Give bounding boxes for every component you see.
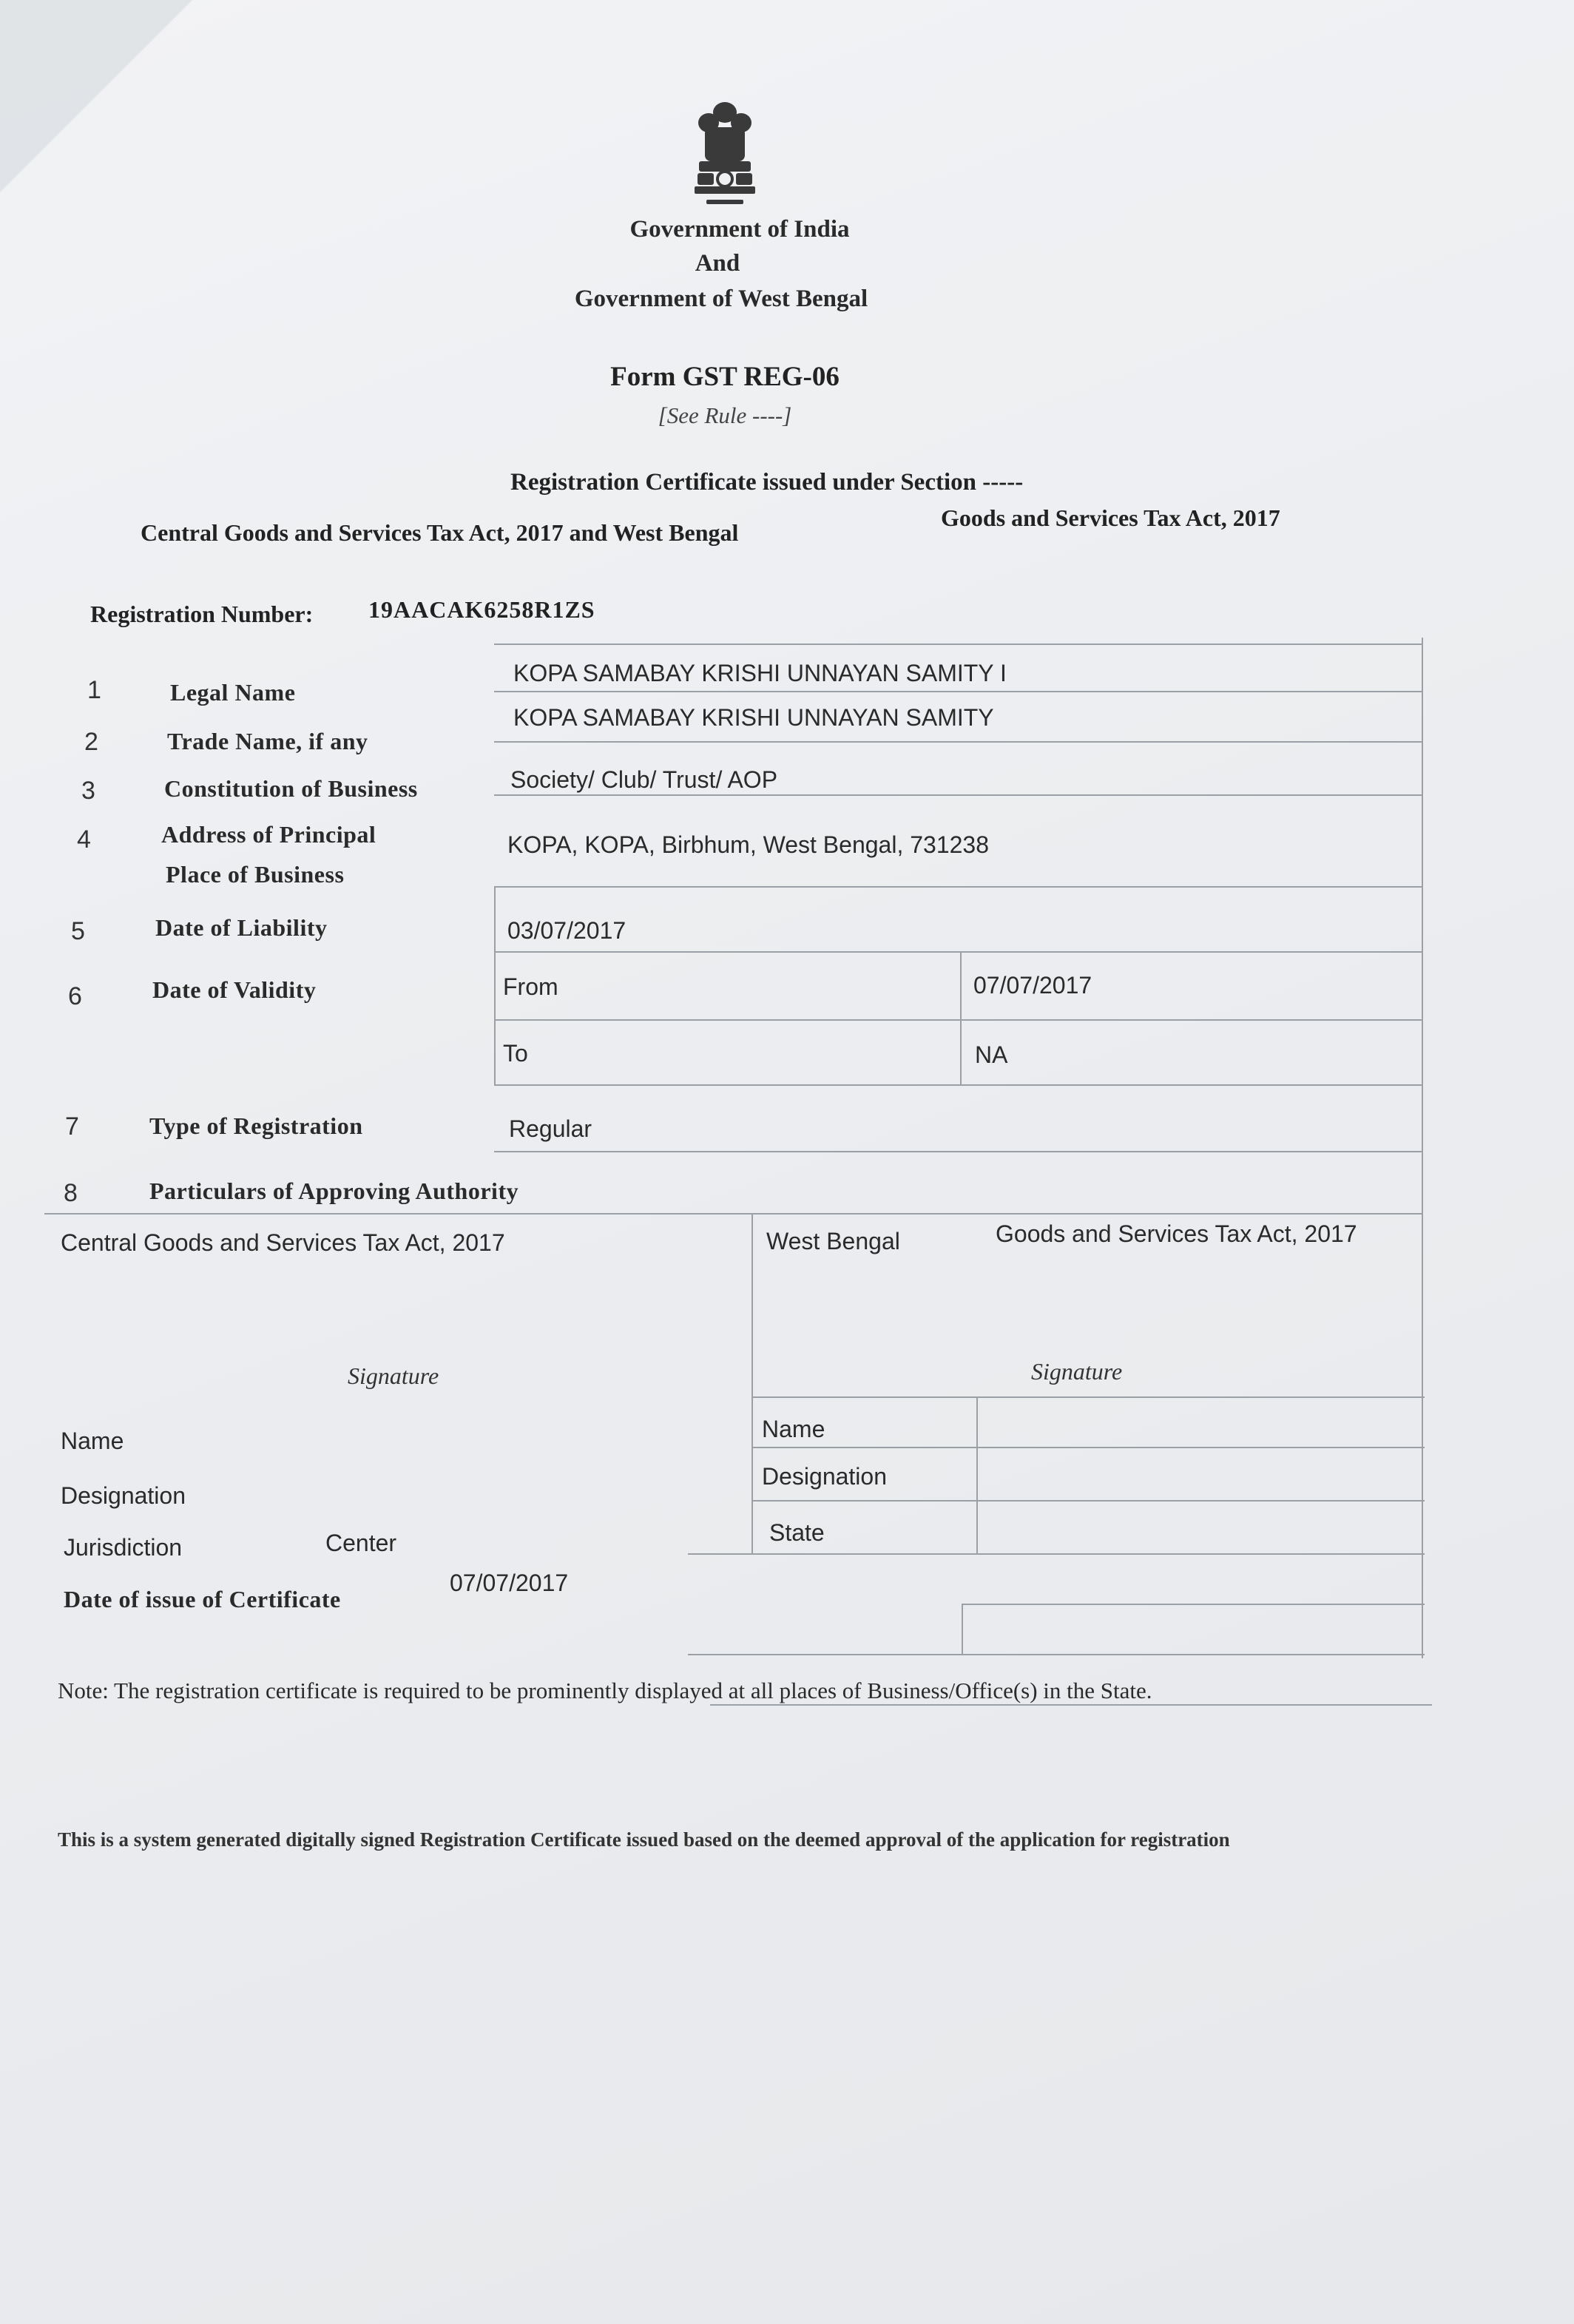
registration-number-label: Registration Number: [90, 601, 314, 627]
validity-to-value: NA [975, 1041, 1008, 1068]
state-right-label: State [769, 1519, 825, 1546]
table-rule [976, 1396, 978, 1553]
certificate-title: Registration Certificate issued under Section ----- [510, 469, 1024, 496]
table-rule [751, 1447, 1425, 1448]
and-heading: And [695, 250, 740, 277]
display-note: Note: The registration certificate is required to be prominently displayed at all places of Business/Office(s) in the State. [58, 1678, 1152, 1703]
designation-left-label: Designation [61, 1482, 186, 1509]
system-generated-footer: This is a system generated digitally signed Registration Certificate issued based on the deemed approval of the application for registration [58, 1828, 1230, 1851]
central-act-text: Central Goods and Services Tax Act, 2017 [61, 1229, 505, 1256]
row-number: 7 [65, 1112, 79, 1141]
table-rule [494, 1084, 1423, 1086]
row-number: 3 [81, 777, 95, 805]
table-rule [688, 1654, 1425, 1655]
address-label-line2: Place of Business [166, 861, 345, 888]
state-name-text: West Bengal [766, 1228, 900, 1254]
constitution-label: Constitution of Business [164, 775, 418, 802]
constitution-value: Society/ Club/ Trust/ AOP [510, 766, 778, 793]
row-number: 1 [87, 676, 101, 704]
center-left-label: Center [325, 1530, 397, 1556]
table-rule [494, 886, 1423, 888]
state-act-text: Goods and Services Tax Act, 2017 [996, 1220, 1357, 1247]
authority-divider [751, 1213, 753, 1553]
table-rule [494, 1019, 1423, 1021]
row-number: 2 [84, 728, 98, 756]
date-of-liability-label: Date of Liability [155, 914, 328, 941]
approving-authority-label: Particulars of Approving Authority [149, 1178, 519, 1204]
table-rule [494, 794, 1423, 796]
row-number: 6 [68, 982, 82, 1010]
legal-name-value: KOPA SAMABAY KRISHI UNNAYAN SAMITY I [513, 660, 1007, 686]
form-title: Form GST REG-06 [610, 362, 840, 392]
govt-west-bengal-heading: Government of West Bengal [574, 286, 868, 312]
govt-india-heading: Government of India [629, 216, 850, 243]
row-number: 5 [71, 917, 85, 945]
table-rule [494, 691, 1423, 692]
type-of-registration-label: Type of Registration [149, 1112, 363, 1139]
table-rule [962, 1604, 963, 1655]
table-rule [494, 1151, 1423, 1152]
date-of-validity-label: Date of Validity [152, 976, 317, 1003]
table-rule [710, 1704, 1432, 1706]
trade-name-label: Trade Name, if any [167, 728, 368, 754]
table-rule [960, 951, 962, 1086]
date-of-liability-value: 03/07/2017 [507, 917, 626, 944]
table-rule [962, 1604, 1425, 1605]
table-rule [494, 886, 496, 1086]
paper-fold-shadow [0, 0, 192, 192]
see-rule: [See Rule ----] [658, 402, 792, 428]
act-right-text: Goods and Services Tax Act, 2017 [941, 504, 1280, 531]
jurisdiction-left-label: Jurisdiction [64, 1534, 183, 1561]
name-right-label: Name [762, 1416, 825, 1442]
date-of-issue-label: Date of issue of Certificate [64, 1586, 341, 1612]
type-of-registration-value: Regular [509, 1115, 592, 1142]
address-label-line1: Address of Principal [161, 821, 376, 848]
validity-to-label: To [503, 1040, 528, 1067]
signature-right-label: Signature [1031, 1358, 1123, 1385]
table-right-border [1422, 638, 1423, 1658]
trade-name-value: KOPA SAMABAY KRISHI UNNAYAN SAMITY [513, 704, 994, 731]
table-rule [751, 1396, 1425, 1398]
act-left-text: Central Goods and Services Tax Act, 2017 and West Bengal [141, 519, 739, 546]
date-of-issue-value: 07/07/2017 [450, 1570, 569, 1596]
table-rule [494, 644, 1423, 645]
validity-from-value: 07/07/2017 [973, 972, 1092, 999]
national-emblem-icon [684, 96, 766, 215]
designation-right-label: Designation [762, 1463, 887, 1490]
name-left-label: Name [61, 1428, 124, 1454]
legal-name-label: Legal Name [170, 679, 296, 706]
table-rule [494, 951, 1423, 953]
table-rule [751, 1500, 1425, 1502]
row-number: 8 [64, 1179, 78, 1207]
validity-from-label: From [503, 973, 558, 1000]
registration-number-value: 19AACAK6258R1ZS [368, 596, 595, 623]
table-rule [688, 1553, 1425, 1555]
row-number: 4 [77, 825, 91, 854]
table-rule [494, 741, 1423, 743]
address-value: KOPA, KOPA, Birbhum, West Bengal, 731238 [507, 831, 989, 858]
signature-left-label: Signature [348, 1362, 439, 1389]
table-rule [44, 1213, 1423, 1215]
